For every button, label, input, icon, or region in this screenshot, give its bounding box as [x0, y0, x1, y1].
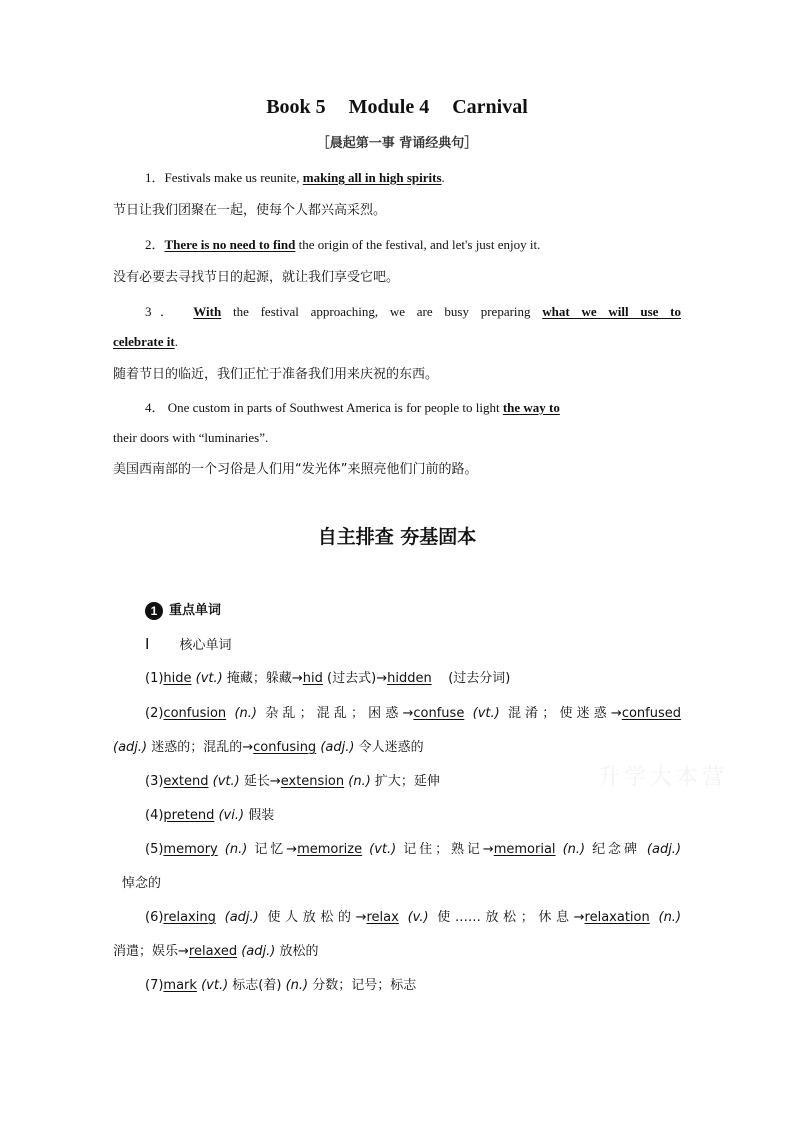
title-topic: Carnival [452, 96, 528, 118]
key-phrase: There is no need to find [164, 237, 296, 252]
section-title: 自主排查 夯基固本 [317, 526, 477, 548]
watermark: 升学大本营 [598, 765, 729, 790]
page-subtitle: ［晨起第一事 背诵经典句］ [316, 136, 478, 151]
sentence-3-cn: 随着节日的临近，我们正忙于准备我们用来庆祝的东西。 [113, 367, 439, 382]
vocab-item-5: (5)memory (n.) 记忆→memorize (vt.) 记住；熟记→memorial (n.) 纪念碑 (adj.) [145, 842, 682, 857]
sentence-3-en: 3． With the festival approaching, we are busy preparing what we will use to [145, 304, 682, 319]
vocab-item-4: (4)pretend (vi.) 假装 [145, 808, 275, 823]
sentence-4-en-cont: their doors with “luminaries”. [113, 430, 269, 445]
vocab-item-2-cont: (adj.) 迷惑的；混乱的→confusing (adj.) 令人迷惑的 [113, 740, 424, 755]
sentence-2-cn: 没有必要去寻找节日的起源，就让我们享受它吧。 [113, 270, 400, 285]
sentence-3-en-cont: celebrate it. [113, 334, 178, 349]
vocab-heading-label: 重点单词 [169, 603, 222, 619]
key-phrase: making all in high spirits [302, 170, 442, 185]
vocab-item-3: (3)extend (vt.) 延长→extension (n.) 扩大；延伸 [145, 774, 440, 789]
sentence-4-en: 4． One custom in parts of Southwest America is for people to light the way to [145, 400, 560, 415]
sentence-1-en: 1．Festivals make us reunite, making all in high spirits. [145, 170, 445, 185]
sentence-4-cn: 美国西南部的一个习俗是人们用“发光体”来照亮他们门前的路。 [113, 462, 478, 477]
number-badge-icon: 1 [145, 602, 163, 620]
sentence-2-en: 2．There is no need to find the origin of the festival, and let's just enjoy it. [145, 237, 541, 252]
title-module: Module 4 [348, 96, 430, 118]
vocab-item-1: (1)hide (vt.) 掩藏；躲藏→hid (过去式)→hidden (过去分词) [145, 671, 511, 686]
vocab-item-6: (6)relaxing (adj.) 使人放松的→relax (v.) 使……放松；休息→relaxation (n.) [145, 910, 682, 925]
vocab-item-5-cont: 悼念的 [122, 876, 162, 891]
title-book: Book 5 [266, 96, 326, 118]
page-title [0, 96, 794, 119]
key-phrase: celebrate it [113, 334, 175, 349]
vocab-item-2: (2)confusion (n.) 杂乱；混乱；困惑→confuse (vt.) 混淆；使迷惑→confused [145, 706, 681, 721]
key-phrase: the way to [502, 400, 560, 415]
key-phrase: what we will use to [542, 304, 682, 319]
vocab-item-6-cont: 消遣；娱乐→relaxed (adj.) 放松的 [113, 944, 319, 959]
vocab-heading [145, 600, 681, 621]
sentence-1-cn: 节日让我们团聚在一起，使每个人都兴高采烈。 [113, 203, 387, 218]
vocab-item-7: (7)mark (vt.) 标志(着) (n.) 分数；记号；标志 [145, 978, 417, 993]
vocab-subheading: Ⅰ 核心单词 [145, 637, 232, 653]
key-phrase: With [193, 304, 222, 319]
